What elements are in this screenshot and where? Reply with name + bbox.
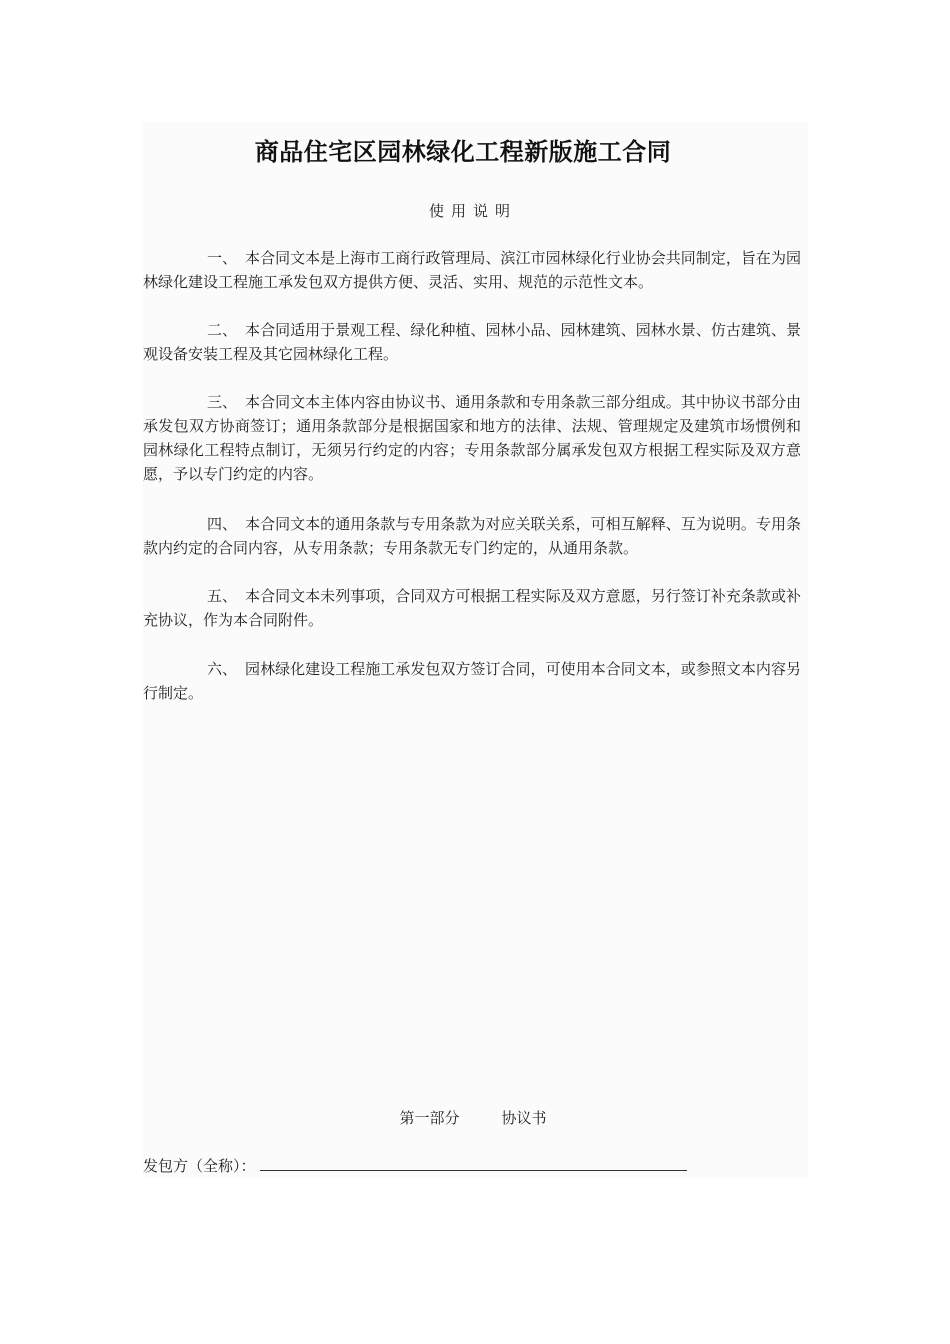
paragraph-number: 三、	[207, 393, 238, 411]
paragraph-text: 本合同文本是上海市工商行政管理局、滨江市园林绿化行业协会共同制定，旨在为园林绿化建设工程施工承发包双方提供方便、灵活、实用、规范的示范性文本。	[143, 249, 801, 291]
paragraph-number: 一、	[207, 249, 238, 267]
part-one-heading	[143, 1106, 803, 1130]
instruction-paragraph-2	[143, 318, 801, 366]
part-label: 第一部分	[399, 1109, 460, 1127]
document-title: 商品住宅区园林绿化工程新版施工合同	[254, 138, 672, 166]
instruction-paragraph-3	[143, 390, 801, 486]
paragraph-number: 五、	[207, 587, 238, 605]
employer-label: 发包方（全称）：	[143, 1157, 256, 1175]
paragraph-text: 本合同文本未列事项，合同双方可根据工程实际及双方意愿，另行签订补充条款或补充协议，作为本合同附件。	[143, 587, 801, 629]
instruction-paragraph-5	[143, 584, 801, 632]
instructions-heading: 使用说明	[428, 202, 517, 220]
instruction-paragraph-4	[143, 512, 801, 560]
paragraph-text: 本合同适用于景观工程、绿化种植、园林小品、园林建筑、园林水景、仿古建筑、景观设备安装工程及其它园林绿化工程。	[143, 321, 801, 363]
instruction-paragraph-6	[143, 657, 801, 705]
paragraph-number: 四、	[207, 515, 238, 533]
paragraph-number: 六、	[207, 660, 238, 678]
employer-field	[143, 1153, 803, 1178]
part-name: 协议书	[501, 1109, 547, 1127]
paragraph-text: 本合同文本的通用条款与专用条款为对应关联关系，可相互解释、互为说明。专用条款内约定的合同内容，从专用条款；专用条款无专门约定的，从通用条款。	[143, 515, 801, 557]
instruction-paragraph-1	[143, 246, 801, 294]
paragraph-number: 二、	[207, 321, 238, 339]
employer-blank-line[interactable]	[260, 1153, 687, 1171]
paragraph-text: 本合同文本主体内容由协议书、通用条款和专用条款三部分组成。其中协议书部分由承发包双方协商签订；通用条款部分是根据国家和地方的法律、法规、管理规定及建筑市场惯例和园林绿化工程特点制订，无须另行约定的内容；专用条款部分属承发包双方根据工程实际及双方意愿，予以专门约定的内容。	[143, 393, 801, 483]
paragraph-text: 园林绿化建设工程施工承发包双方签订合同，可使用本合同文本，或参照文本内容另行制定。	[143, 660, 801, 702]
